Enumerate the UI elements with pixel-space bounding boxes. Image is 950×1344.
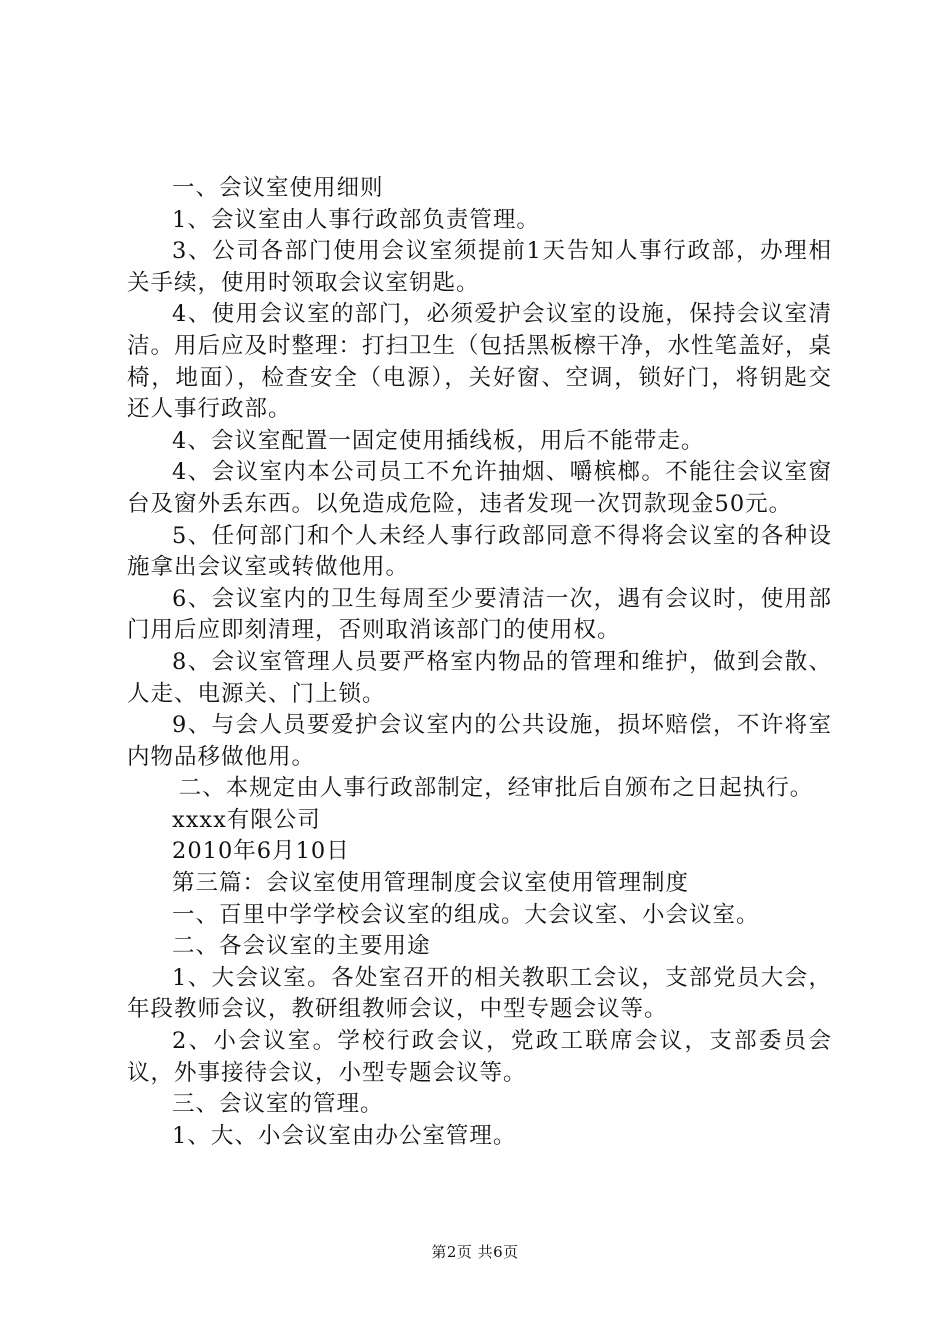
document-body — [127, 173, 832, 1152]
paragraph: 1、大、小会议室由办公室管理。 — [172, 1122, 517, 1149]
paragraph: 1、会议室由人事行政部负责管理。 — [172, 206, 540, 233]
paragraph: 4、使用会议室的部门，必须爱护会议室的设施，保持会议室清洁。用后应及时整理：打扫卫生（包括黑板檫干净，水性笔盖好，桌椅，地面），检查安全（电源），关好窗、空调，锁好门，将钥匙交还人事行政部。 — [127, 301, 833, 423]
paragraph: 5、任何部门和个人未经人事行政部同意不得将会议室的各种设施拿出会议室或转做他用。 — [127, 522, 832, 581]
paragraph: 8、会议室管理人员要严格室内物品的管理和维护，做到会散、人走、电源关、门上锁。 — [127, 648, 832, 707]
paragraph: 4、会议室内本公司员工不允许抽烟、嚼槟榔。不能往会议室窗台及窗外丢东西。以免造成危险，违者发现一次罚款现金50元。 — [127, 459, 832, 517]
company-name: xxxx有限公司 — [172, 806, 321, 833]
page-number-footer: 第2页 共6页 — [431, 1243, 519, 1261]
date-line: 2010年6月10日 — [172, 838, 350, 865]
paragraph: 4、会议室配置一固定使用插线板，用后不能带走。 — [172, 427, 705, 454]
paragraph: 3、公司各部门使用会议室须提前1天告知人事行政部，办理相关手续，使用时领取会议室钥匙。 — [127, 238, 832, 296]
paragraph: 2、小会议室。学校行政会议，党政工联席会议，支部委员会议，外事接待会议，小型专题会议等。 — [127, 1028, 832, 1086]
section-heading: 一、会议室使用细则 — [172, 175, 384, 201]
section-heading: 二、各会议室的主要用途 — [172, 933, 431, 960]
section-heading: 一、百里中学学校会议室的组成。大会议室、小会议室。 — [172, 901, 760, 928]
section-heading: 三、会议室的管理。 — [172, 1091, 384, 1118]
section-heading: 二、本规定由人事行政部制定，经审批后自颁布之日起执行。 — [178, 775, 814, 802]
paragraph: 9、与会人员要爱护会议室内的公共设施，损坏赔偿，不许将室内物品移做他用。 — [127, 712, 832, 770]
paragraph: 1、大会议室。各处室召开的相关教职工会议，支部党员大会，年段教师会议，教研组教师会议，中型专题会议等。 — [127, 964, 832, 1023]
paragraph: 6、会议室内的卫生每周至少要清洁一次，遇有会议时，使用部门用后应即刻清理，否则取消该部门的使用权。 — [127, 585, 832, 644]
chapter-title: 第三篇：会议室使用管理制度会议室使用管理制度 — [172, 870, 690, 897]
